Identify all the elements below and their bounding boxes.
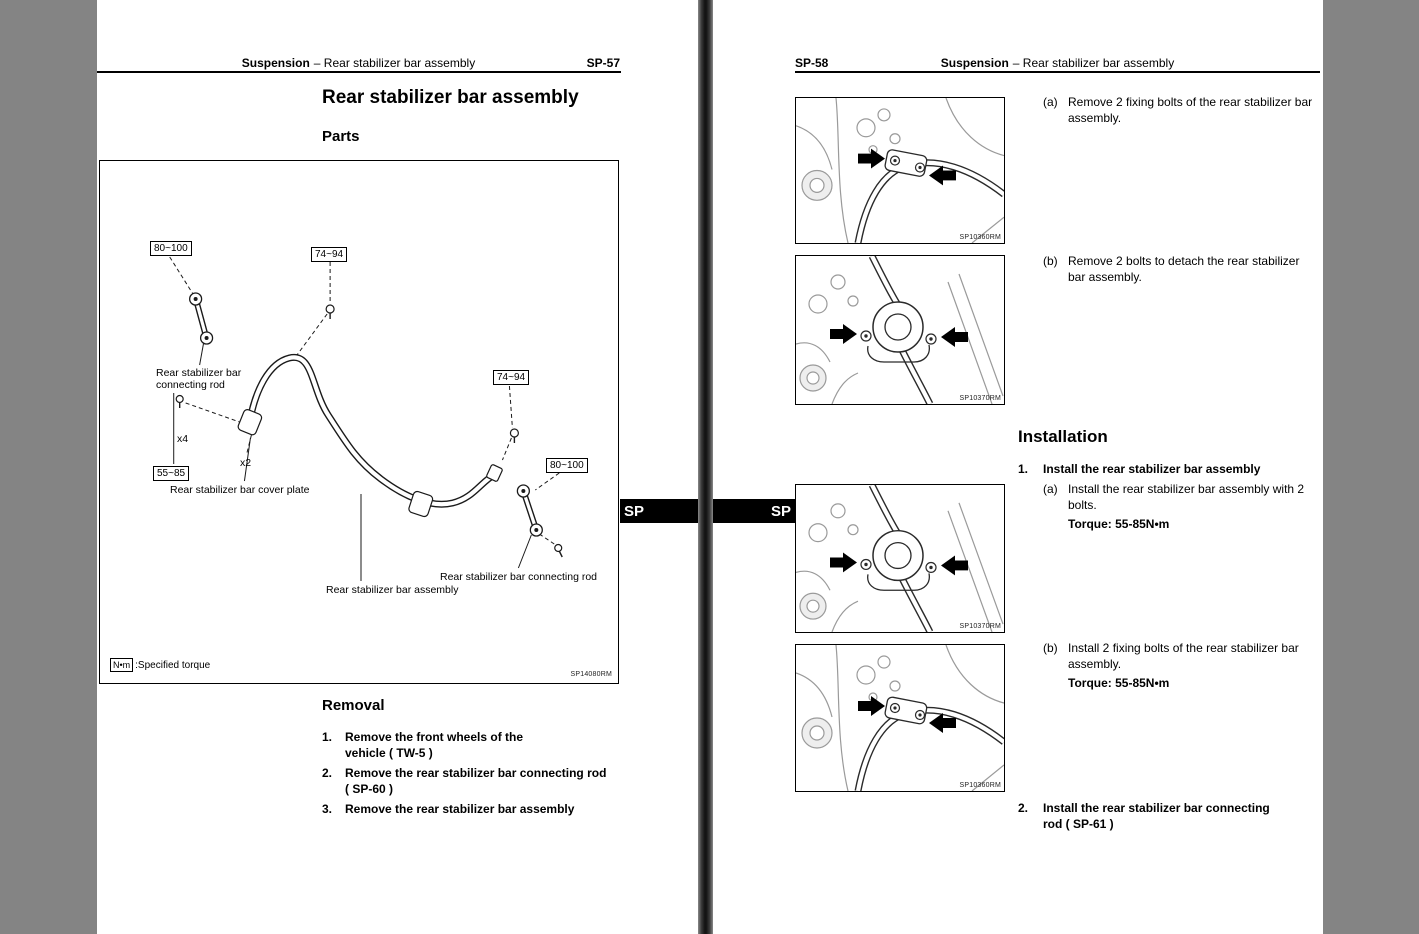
running-header (97, 56, 620, 72)
page-number: SP-58 (795, 56, 829, 70)
running-title-rest: – Rear stabilizer bar assembly (313, 56, 476, 70)
bolt-icons (176, 305, 562, 557)
running-title (97, 56, 620, 70)
part-label-assembly: Rear stabilizer bar assembly (326, 584, 459, 596)
bolt-arrow-icon (941, 556, 968, 576)
bracket-illustration (796, 645, 1004, 791)
parts-heading: Parts (322, 128, 360, 145)
stabilizer-bar-illustration (100, 161, 618, 683)
bolt-arrow-icon (858, 696, 885, 716)
part-label-connecting-rod-left: Rear stabilizer bar connecting rod (156, 367, 242, 391)
bolt-arrow-icon (941, 327, 968, 347)
torque-label-top-mid: 74~94 (311, 247, 347, 262)
step-number: 3. (322, 802, 333, 816)
substep-text: Remove 2 bolts to detach the rear stabilizer bar assembly. (1068, 254, 1300, 284)
torque-label-top-left: 80~100 (150, 241, 192, 256)
step-text: Remove the rear stabilizer bar connecting rod ( SP-60 ) (345, 766, 607, 796)
stabilizer-bar-tube (249, 357, 495, 504)
page-title: Rear stabilizer bar assembly (322, 87, 579, 108)
section-tab-label: SP (770, 502, 791, 520)
bolt-arrow-icon (830, 324, 857, 344)
section-tab-label: SP (624, 502, 645, 520)
removal-substep-b (1043, 253, 1299, 285)
section-tab-sp (712, 499, 795, 523)
step-text: Remove the front wheels of the vehicle ( TW-5 ) (345, 730, 524, 760)
installation-substep-1b (1043, 640, 1299, 691)
figure-remove-fixing-bolts (795, 97, 1005, 244)
bushing-illustration (796, 485, 1004, 632)
page-number: SP-57 (586, 56, 620, 70)
page-sp-57 (97, 0, 700, 934)
bolt-arrow-icon (858, 149, 885, 169)
step-text: Remove the rear stabilizer bar assembly (345, 802, 575, 816)
removal-steps (322, 730, 622, 823)
substep-label: (b) (1043, 641, 1058, 655)
connecting-rod-left-drawing (190, 293, 213, 344)
header-rule (795, 71, 1320, 73)
removal-step-1 (322, 730, 622, 761)
torque-spec: Torque: 55-85N•m (1068, 517, 1170, 531)
substep-text: Remove 2 fixing bolts of the rear stabilizer bar assembly. (1068, 95, 1313, 125)
bracket-illustration (796, 98, 1004, 243)
legend-text: :Specified torque (135, 659, 211, 671)
removal-step-3 (322, 802, 622, 818)
figure-detach-bolts (795, 255, 1005, 405)
substep-text: Install the rear stabilizer bar assembly with 2 bolts. Torque: 55-85N•m (1068, 482, 1305, 531)
installation-step-2 (1018, 800, 1270, 832)
substep-label: (a) (1043, 482, 1058, 496)
torque-spec: Torque: 55-85N•m (1068, 676, 1170, 690)
installation-step-1 (1018, 461, 1260, 477)
part-label-cover-plate: Rear stabilizer bar cover plate (170, 484, 310, 496)
substep-text: Install 2 fixing bolts of the rear stabilizer bar assembly. Torque: 55-85N•m (1068, 641, 1299, 690)
bushing-illustration (796, 256, 1004, 404)
removal-substep-a (1043, 94, 1312, 126)
running-title-section: Suspension (241, 56, 310, 70)
page-sp-58 (712, 0, 1323, 934)
dashed-leader-lines (170, 257, 559, 544)
qty-label-x2: x2 (240, 457, 252, 469)
running-title-section: Suspension (940, 56, 1009, 70)
step-number: 2. (1018, 801, 1029, 815)
substep-label: (a) (1043, 95, 1058, 109)
torque-legend (110, 658, 210, 672)
substep-label: (b) (1043, 254, 1058, 268)
running-title-rest: – Rear stabilizer bar assembly (1012, 56, 1175, 70)
section-tab-sp (620, 499, 700, 523)
figure-install-assembly (795, 484, 1005, 633)
qty-label-x4: x4 (177, 433, 189, 445)
figure-install-fixing-bolts (795, 644, 1005, 792)
page-gutter (698, 0, 713, 934)
torque-label-right: 80~100 (546, 458, 588, 473)
removal-heading: Removal (322, 697, 385, 714)
installation-substep-1a (1043, 481, 1304, 532)
torque-label-left: 55~85 (153, 466, 189, 481)
step-title: Install the rear stabilizer bar connecting rod ( SP-61 ) (1043, 801, 1270, 831)
figure-code: SP10360RM (959, 234, 1001, 241)
step-number: 1. (1018, 462, 1029, 476)
installation-heading: Installation (1018, 427, 1108, 446)
running-title (795, 56, 1320, 70)
parts-diagram (99, 160, 619, 684)
figure-code: SP10370RM (959, 623, 1001, 630)
step-title: Install the rear stabilizer bar assembly (1043, 462, 1261, 476)
step-number: 1. (322, 730, 333, 744)
removal-step-2 (322, 766, 622, 797)
running-header (795, 56, 1320, 72)
figure-code: SP10360RM (959, 782, 1001, 789)
figure-code: SP10370RM (959, 395, 1001, 402)
torque-label-mid-right: 74~94 (493, 370, 529, 385)
nm-unit-box: N•m (110, 658, 133, 672)
step-number: 2. (322, 766, 333, 780)
part-label-connecting-rod-right: Rear stabilizer bar connecting rod (440, 571, 597, 583)
bolt-arrow-icon (830, 553, 857, 573)
connecting-rod-right-drawing (517, 485, 542, 536)
figure-code: SP14080RM (570, 671, 612, 678)
header-rule (97, 71, 621, 73)
